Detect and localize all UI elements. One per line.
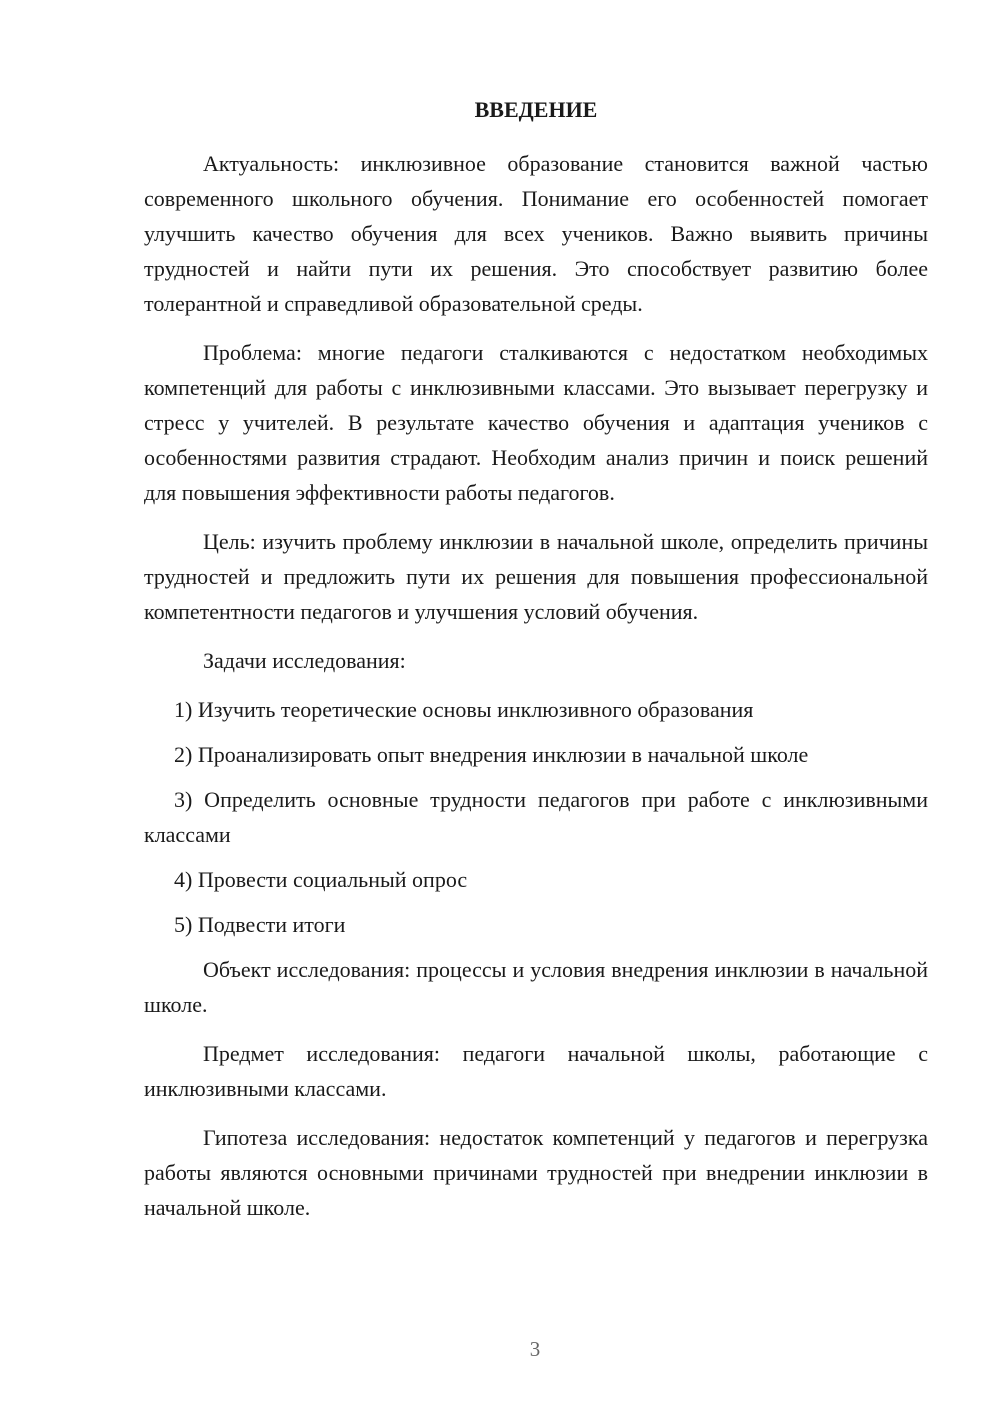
paragraph-object: Объект исследования: процессы и условия внедрения инклюзии в начальной школе. bbox=[144, 957, 928, 1017]
paragraph-relevance: Актуальность: инклюзивное образование становится важной частью современного школьного обучения. Понимание его особенностей помогает улучшить качество обучения для всех учеников. Важно выявить причины трудностей и найти пути их решения. Это способствует развитию более толерантной и справедливой образовательной среды. bbox=[144, 151, 928, 316]
paragraph-goal: Цель: изучить проблему инклюзии в начальной школе, определить причины трудностей и предложить пути их решения для повышения профессиональной компетентности педагогов и улучшения условий обучения. bbox=[144, 529, 928, 624]
document-content bbox=[144, 92, 928, 1239]
task-item-1: 1) Изучить теоретические основы инклюзивного образования bbox=[174, 697, 754, 722]
page-number: 3 bbox=[529, 1337, 541, 1361]
tasks-heading: Задачи исследования: bbox=[203, 648, 406, 673]
page-title: ВВЕДЕНИЕ bbox=[474, 97, 598, 122]
task-item-4: 4) Провести социальный опрос bbox=[174, 867, 468, 892]
task-item-2: 2) Проанализировать опыт внедрения инклюзии в начальной школе bbox=[174, 742, 809, 767]
paragraph-subject: Предмет исследования: педагоги начальной школы, работающие с инклюзивными классами. bbox=[144, 1041, 928, 1101]
paragraph-hypothesis: Гипотеза исследования: недостаток компетенций у педагогов и перегрузка работы являются основными причинами трудностей при внедрении инклюзии в начальной школе. bbox=[144, 1125, 928, 1220]
paragraph-problem: Проблема: многие педагоги сталкиваются с недостатком необходимых компетенций для работы с инклюзивными классами. Это вызывает перегрузку и стресс у учителей. В результате качество обучения и адаптация учеников с особенностями развития страдают. Необходим анализ причин и поиск решений для повышения эффективности работы педагогов. bbox=[144, 340, 928, 505]
task-item-3: 3) Определить основные трудности педагогов при работе с инклюзивными классами bbox=[144, 787, 928, 847]
task-item-5: 5) Подвести итоги bbox=[174, 912, 346, 937]
